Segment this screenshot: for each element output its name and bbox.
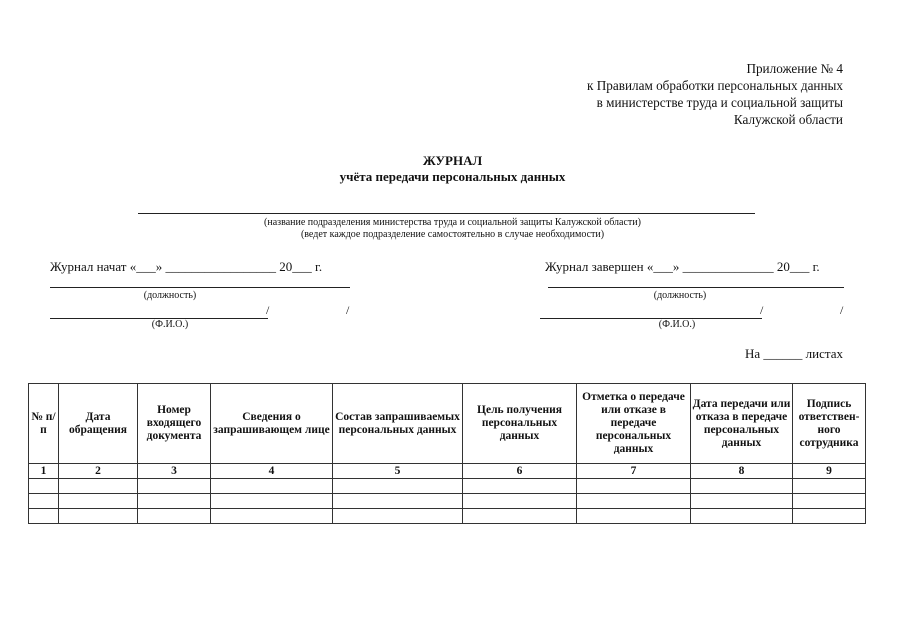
header-cell: Дата обращения (59, 384, 138, 464)
table-cell[interactable] (333, 479, 463, 494)
column-number-row (29, 464, 866, 479)
column-number: 9 (793, 464, 866, 479)
table-cell[interactable] (577, 494, 691, 509)
finished-name-caption: (Ф.И.О.) (658, 319, 696, 330)
finished-position-line (548, 287, 844, 288)
table-cell[interactable] (138, 494, 211, 509)
column-number: 4 (211, 464, 333, 479)
table-cell[interactable] (463, 509, 577, 524)
table-cell[interactable] (138, 509, 211, 524)
table-cell[interactable] (211, 479, 333, 494)
started-slash-1: / (266, 303, 270, 317)
table-cell[interactable] (59, 494, 138, 509)
table-cell[interactable] (138, 479, 211, 494)
table-cell[interactable] (793, 509, 866, 524)
table-cell[interactable] (793, 494, 866, 509)
column-number: 5 (333, 464, 463, 479)
table-cell[interactable] (463, 494, 577, 509)
table-cell[interactable] (691, 509, 793, 524)
subdivision-line (138, 213, 755, 214)
appendix-line-3: в министерстве труда и социальной защиты (596, 95, 843, 110)
table-cell[interactable] (211, 494, 333, 509)
sheets-count: На ______ листах (745, 346, 843, 361)
table-cell[interactable] (333, 509, 463, 524)
started-position-caption: (должность) (143, 290, 197, 301)
appendix-line-1: Приложение № 4 (746, 61, 843, 76)
appendix-line-2: к Правилам обработки персональных данных (587, 78, 843, 93)
subdivision-caption-2: (ведет каждое подразделение самостоятельно в случае необходимости) (300, 229, 605, 240)
header-cell: Отметка о передаче или отказе в передаче персональных данных (577, 384, 691, 464)
started-position-line (50, 287, 350, 288)
table-row (29, 494, 866, 509)
header-cell: Сведения о запрашивающем лице (211, 384, 333, 464)
table-cell[interactable] (577, 479, 691, 494)
table-cell[interactable] (793, 479, 866, 494)
header-cell: Дата передачи или отказа в передаче персональных данных (691, 384, 793, 464)
column-number: 1 (29, 464, 59, 479)
column-number: 2 (59, 464, 138, 479)
started-slash-2: / (346, 303, 350, 317)
journal-started-text: Журнал начат «___» _________________ 20___ г. (50, 259, 323, 274)
journal-table (28, 383, 866, 524)
table-cell[interactable] (333, 494, 463, 509)
appendix-block (587, 60, 843, 128)
started-name-caption: (Ф.И.О.) (151, 319, 189, 330)
table-cell[interactable] (691, 494, 793, 509)
header-cell: № п/п (29, 384, 59, 464)
column-number: 8 (691, 464, 793, 479)
column-number: 7 (577, 464, 691, 479)
document-title (0, 153, 905, 185)
finished-position-caption: (должность) (653, 290, 707, 301)
title-sub: учёта передачи персональных данных (339, 169, 566, 184)
subdivision-caption-1: (название подразделения министерства труда и социальной защиты Калужской области) (264, 217, 641, 228)
header-cell: Номер входящего документа (138, 384, 211, 464)
header-cell: Подпись ответствен-ного сотрудника (793, 384, 866, 464)
header-row (29, 384, 866, 464)
table-cell[interactable] (691, 479, 793, 494)
table-row (29, 509, 866, 524)
appendix-line-4: Калужской области (733, 112, 843, 127)
table-cell[interactable] (59, 509, 138, 524)
table-cell[interactable] (29, 509, 59, 524)
header-cell: Цель получения персональных данных (463, 384, 577, 464)
column-number: 3 (138, 464, 211, 479)
finished-slash-2: / (840, 303, 844, 317)
table-cell[interactable] (577, 509, 691, 524)
table-cell[interactable] (59, 479, 138, 494)
column-number: 6 (463, 464, 577, 479)
journal-finished-text: Журнал завершен «___» ______________ 20___ г. (545, 259, 820, 274)
title-main: ЖУРНАЛ (422, 153, 483, 168)
header-cell: Состав запрашиваемых персональных данных (333, 384, 463, 464)
table-cell[interactable] (211, 509, 333, 524)
table-row (29, 479, 866, 494)
table-cell[interactable] (29, 479, 59, 494)
table-cell[interactable] (463, 479, 577, 494)
table-cell[interactable] (29, 494, 59, 509)
finished-slash-1: / (760, 303, 764, 317)
